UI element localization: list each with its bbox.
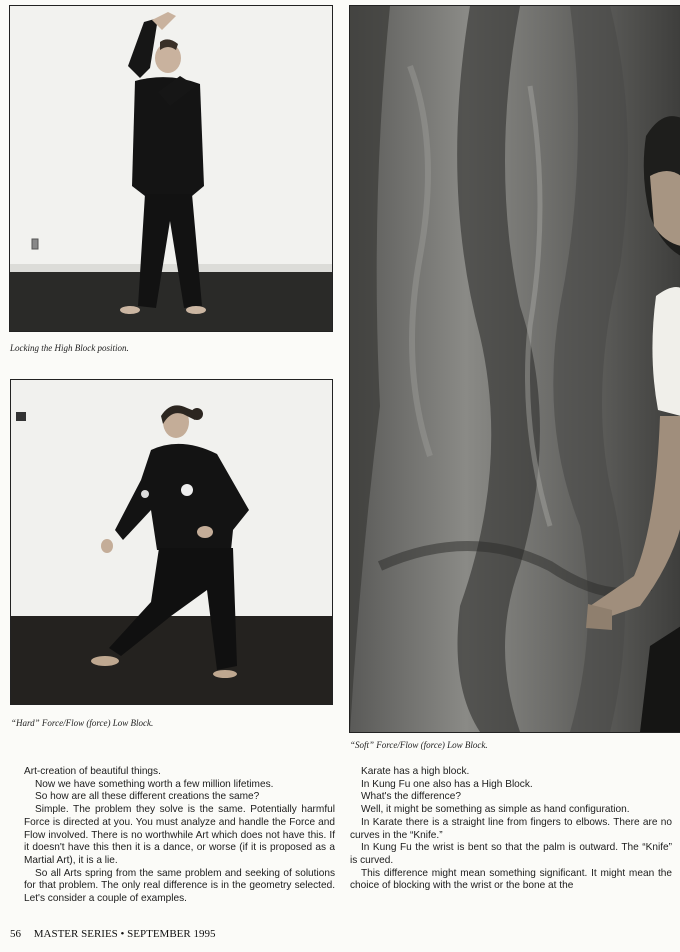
paragraph: In Kung Fu one also has a High Block.	[361, 778, 533, 790]
page-number: 56	[10, 928, 21, 940]
paragraph: What's the difference?	[361, 791, 461, 803]
article-column-left	[24, 766, 335, 906]
paragraph: So how are all these different creations the same?	[35, 791, 260, 803]
publication-line: MASTER SERIES • SEPTEMBER 1995	[33, 928, 216, 940]
caption-photo-2: “Hard” Force/Flow (force) Low Block.	[11, 718, 154, 728]
paragraph: Now we have something worth a few million lifetimes.	[35, 778, 274, 790]
paragraph: Simple. The problem they solve is the same. Potentially harmful Force is directed at you. You must analyze and handle the Force and Flow involved. There is no worthwhile Art which does not have this. If it doesn't have this then it is a dance, or worse (if it is proposed as a Martial Art), it is a lie.	[24, 804, 335, 866]
photo-hard-low-block	[10, 379, 333, 705]
paragraph: In Kung Fu the wrist is bent so that the palm is outward. The “Knife” is curved.	[350, 842, 672, 866]
paragraph: Art-creation of beautiful things.	[24, 766, 161, 777]
paragraph: Karate has a high block.	[361, 766, 470, 777]
caption-photo-1: Locking the High Block position.	[10, 343, 129, 353]
photo-soft-low-block	[349, 5, 680, 733]
article-column-right	[350, 766, 672, 893]
paragraph: In Karate there is a straight line from fingers to elbows. There are no curves in the “Knife.”	[350, 816, 672, 841]
caption-photo-3: “Soft” Force/Flow (force) Low Block.	[350, 740, 488, 750]
photo-high-block	[9, 5, 333, 332]
paragraph: Well, it might be something as simple as hand configuration.	[361, 804, 630, 816]
paragraph: This difference might mean something significant. It might mean the choice of blocking with the wrist or the bone at the	[350, 867, 672, 892]
paragraph: So all Arts spring from the same problem and seeking of solutions for that problem. The only real difference is in the geometry selected. Let's consider a couple of examples.	[24, 867, 335, 905]
page-footer	[10, 928, 215, 941]
